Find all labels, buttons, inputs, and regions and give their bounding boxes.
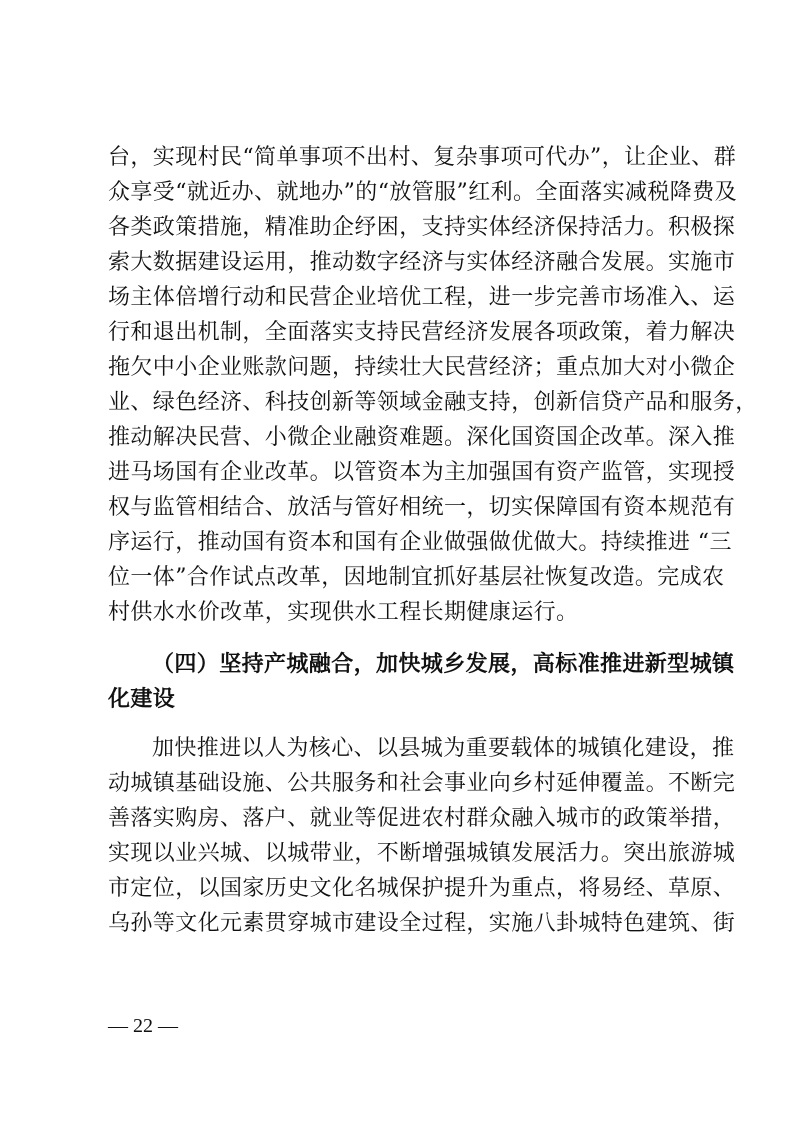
text-line: 村供水水价改革，实现供水工程长期健康运行。 [108,600,579,625]
text-line: 进马场国有企业改革。以管资本为主加强国有资产监管，实现授 [108,460,736,485]
text-line: 权与监管相结合、放活与管好相统一，切实保障国有资本规范有 [108,495,736,520]
text-line: 加快推进以人为核心、以县城为重要载体的城镇化建设，推 [152,736,735,761]
text-line: 序运行，推动国有资本和国有企业做强做优做大。持续推进 “三 [108,530,732,555]
text-line: 善落实购房、落户、就业等促进农村群众融入城市的政策举措， [108,806,736,831]
text-line: 众享受“就近办、就地办”的“放管服”红利。全面落实减税降费及 [108,180,737,205]
text-line: 业、绿色经济、科技创新等领域金融支持，创新信贷产品和服务， [108,390,758,415]
text-line: 行和退出机制，全面落实支持民营经济发展各项政策，着力解决 [108,320,736,345]
text-line: 乌孙等文化元素贯穿城市建设全过程，实施八卦城特色建筑、街 [108,911,736,936]
page-number: — 22 — [108,1015,178,1037]
text-line: 索大数据建设运用，推动数字经济与实体经济融合发展。实施市 [108,250,736,275]
text-line: 拖欠中小企业账款问题，持续壮大民营经济；重点加大对小微企 [108,355,736,380]
text-line: 实现以业兴城、以城带业，不断增强城镇发展活力。突出旅游城 [108,841,736,866]
text-line: 台，实现村民“简单事项不出村、复杂事项可代办”，让企业、群 [108,145,737,170]
text-line: 场主体倍增行动和民营企业培优工程，进一步完善市场准入、运 [108,285,736,310]
text-line: 各类政策措施，精准助企纾困，支持实体经济保持活力。积极探 [108,215,736,240]
text-line: 动城镇基础设施、公共服务和社会事业向乡村延伸覆盖。不断完 [108,771,736,796]
text-line: 推动解决民营、小微企业融资难题。深化国资国企改革。深入推 [108,425,736,450]
heading-line: 化建设 [108,686,176,712]
heading-line: （四）坚持产城融合，加快城乡发展，高标准推进新型城镇 [152,651,735,677]
text-line: 位一体”合作试点改革，因地制宜抓好基层社恢复改造。完成农 [108,565,725,590]
text-line: 市定位，以国家历史文化名城保护提升为重点，将易经、草原、 [108,876,736,901]
